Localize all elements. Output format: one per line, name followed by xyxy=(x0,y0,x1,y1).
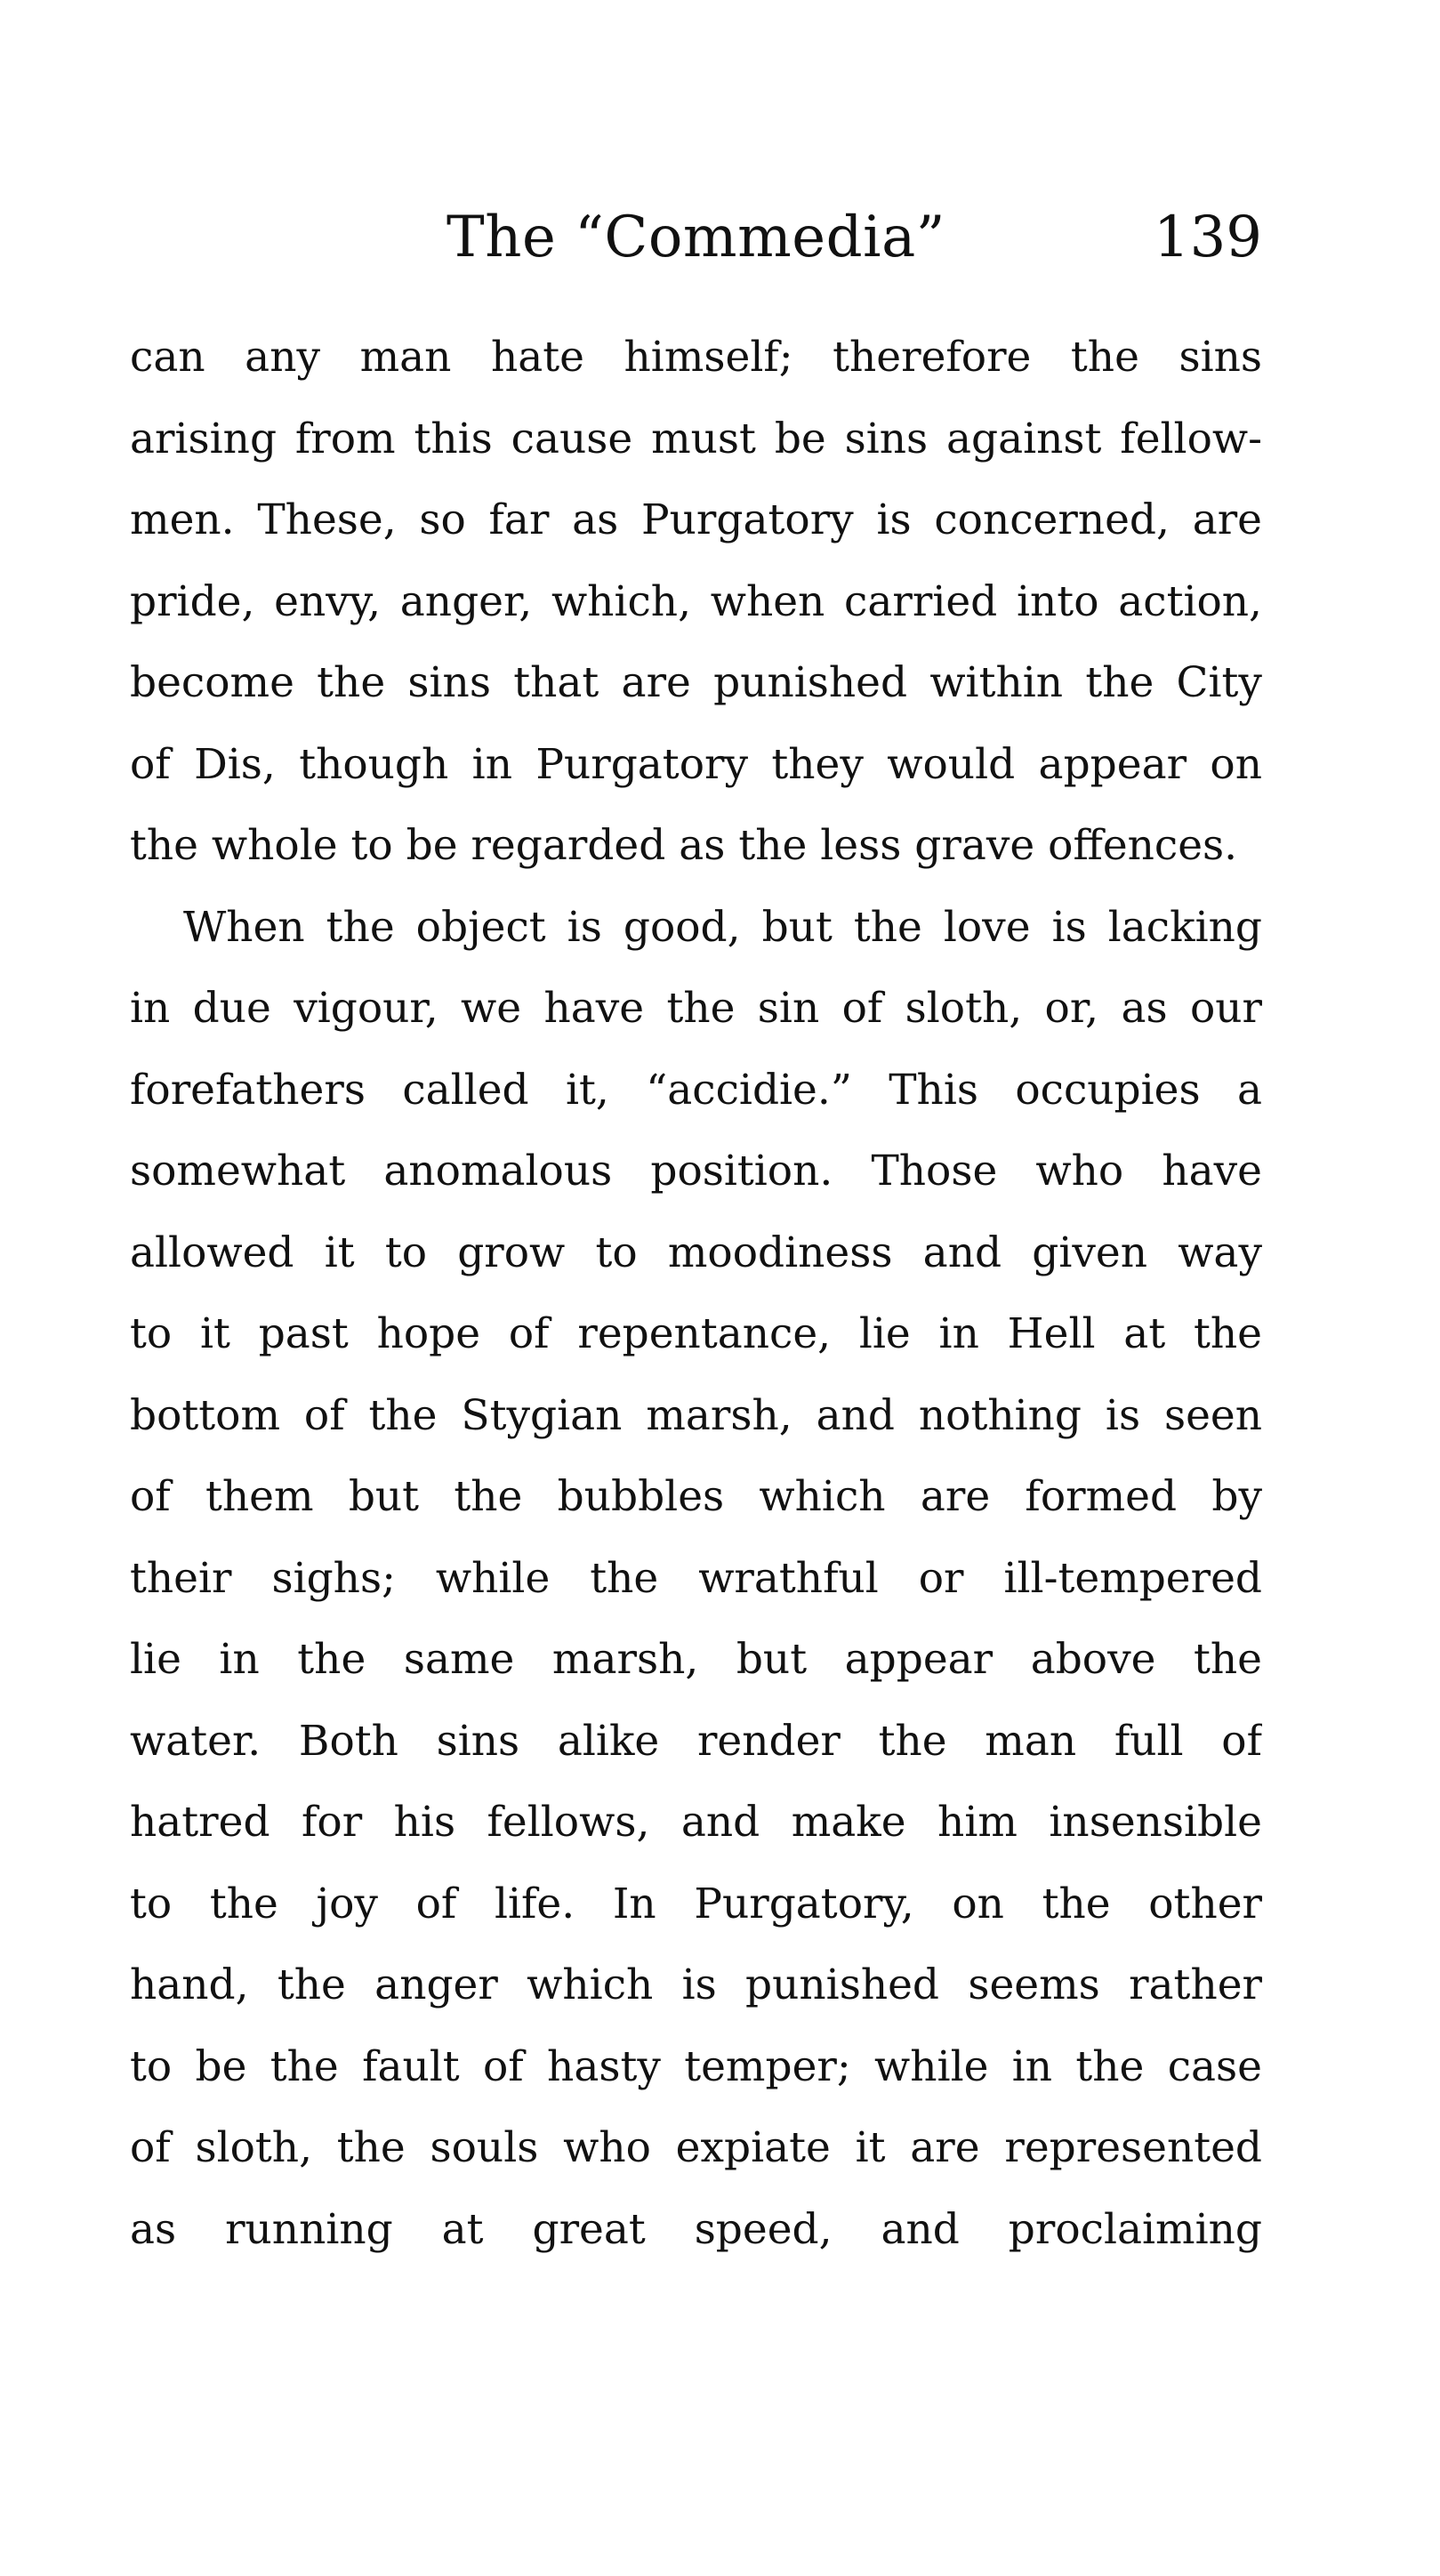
text-line: of them but the bubbles which are formed by xyxy=(130,1472,1262,1521)
text-line: as running at great speed, and proclaiming xyxy=(130,2204,1262,2254)
text-line: become the sins that are punished within the City xyxy=(130,658,1262,707)
running-head xyxy=(130,197,1262,278)
page-number: 139 xyxy=(1153,205,1262,270)
running-title: The “Commedia” xyxy=(446,205,945,270)
text-line: of sloth, the souls who expiate it are represented xyxy=(130,2123,1262,2172)
text-line: hatred for his fellows, and make him insensible xyxy=(130,1798,1262,1847)
text-line: in due vigour, we have the sin of sloth, or, as our xyxy=(130,984,1262,1033)
text-line: somewhat anomalous position. Those who have xyxy=(130,1147,1262,1195)
body-text xyxy=(130,317,1262,2270)
text-line: allowed it to grow to moodiness and given way xyxy=(130,1228,1262,1277)
text-line: can any man hate himself; therefore the sins xyxy=(130,333,1262,382)
text-line: to it past hope of repentance, lie in Hell at the xyxy=(130,1309,1262,1358)
text-line: of Dis, though in Purgatory they would appear on xyxy=(130,739,1262,789)
text-line: forefathers called it, “accidie.” This occupies a xyxy=(130,1065,1262,1115)
text-line: to be the fault of hasty temper; while in the case xyxy=(130,2041,1262,2091)
text-line: hand, the anger which is punished seems rather xyxy=(130,1960,1262,2009)
text-line: men. These, so far as Purgatory is concerned, are xyxy=(130,495,1262,544)
text-line: to the joy of life. In Purgatory, on the other xyxy=(130,1879,1262,1928)
text-line: water. Both sins alike render the man full of xyxy=(130,1716,1262,1766)
text-line: their sighs; while the wrathful or ill-tempered xyxy=(130,1553,1262,1603)
text-line: bottom of the Stygian marsh, and nothing is seen xyxy=(130,1390,1262,1440)
paragraph-start-line: When the object is good, but the love is lacking xyxy=(183,902,1262,952)
text-line: arising from this cause must be sins against fellow- xyxy=(130,414,1262,463)
text-line: lie in the same marsh, but appear above the xyxy=(130,1635,1262,1684)
text-line: pride, envy, anger, which, when carried into action, xyxy=(130,576,1262,626)
text-line: the whole to be regarded as the less grave offences. xyxy=(130,821,1238,870)
